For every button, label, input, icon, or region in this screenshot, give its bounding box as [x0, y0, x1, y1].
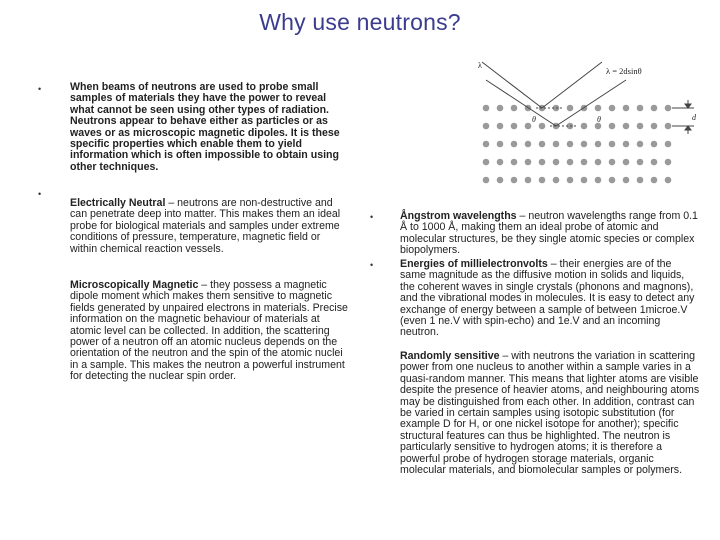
intro-paragraph: When beams of neutrons are used to probe small samples of materials they have the power to reveal what cannot be seen using other types of radiation. Neutrons appear to behave either as particles or as waves or as microscopic magnetic dipoles. It is these specific properties which enable them to yield information which is often impossible to obtain using other techniques. [70, 81, 340, 173]
section-electrically-neutral [70, 198, 350, 255]
theta-label: θ [532, 115, 536, 124]
neutron-rays [482, 62, 626, 126]
section-label: Electrically Neutral [70, 197, 166, 209]
bragg-equation: λ = 2dsinθ [606, 66, 642, 76]
bullet-marker: • [370, 212, 374, 222]
section-label: Energies of millielectronvolts [400, 258, 548, 270]
section-energies-millielectronvolts [400, 259, 700, 339]
d-label: d [692, 113, 696, 122]
lambda-label: λ [478, 61, 482, 70]
bragg-diffraction-diagram [476, 44, 706, 194]
page-title: Why use neutrons? [259, 9, 461, 35]
section-text: – with neutrons the variation in scattering power from one nucleus to another within a sample varies in a quasi-random manner. This means that lighter atoms are visible despite the presence of heavier atoms, and neighbouring atoms may be distinguished from each other. In addition, contrast can be varied in certain samples using isotopic substitution (for example D for H, or one nickel isotope for another); specific structural features can thus be highlighted. The neutron is particularly sensitive to hydrogen atoms; it is therefore a powerful probe of hydrogen storage materials, organic molecular materials, and biomolecular samples or polymers. [400, 350, 700, 477]
plane-spacing-marker [672, 100, 694, 134]
section-text: – neutron wavelengths range from 0.1 Å to 1000 Å, making them an ideal probe of atomic and molecular structures, be they single atomic species or complex biopolymers. [400, 210, 698, 257]
section-angstrom-wavelengths [400, 211, 700, 257]
bullet-marker: • [370, 260, 374, 270]
section-text: – they possess a magnetic dipole moment which makes them sensitive to magnetic fields generated by unpaired electrons in materials. Precise information on the magnetic behaviour of materials at atomic level can be collected. In addition, the scattering power of a neutron off an atomic nucleus depends on the orientation of the neutron and the spin of the atomic nuclei in a sample. This makes the neutron a powerful instrument for detecting the nuclear spin order. [70, 279, 348, 383]
bullet-marker: • [38, 189, 42, 199]
theta-label: θ [597, 115, 601, 124]
section-label: Ångstrom wavelengths [400, 210, 517, 222]
bullet-marker: • [38, 84, 42, 94]
section-microscopically-magnetic [70, 280, 350, 383]
section-randomly-sensitive [400, 351, 702, 476]
section-text: – neutrons are non-destructive and can penetrate deep into matter. This makes them an ideal probe for biological materials and samples under extreme conditions of pressure, temperature, magnetic field or within chemical reaction vessels. [70, 197, 341, 255]
section-label: Randomly sensitive [400, 350, 500, 362]
section-text: – their energies are of the same magnitude as the diffusive motion in solids and liquids, the coherent waves in single crystals (phonons and magnons), and the vibrational modes in molecules. It is easy to detect any exchange of energy between a sample of between 1microe.V (even 1 ne.V with spin-echo) and 1e.V and an incoming neutron. [400, 258, 695, 339]
lattice-atoms [483, 105, 672, 184]
section-label: Microscopically Magnetic [70, 279, 199, 291]
